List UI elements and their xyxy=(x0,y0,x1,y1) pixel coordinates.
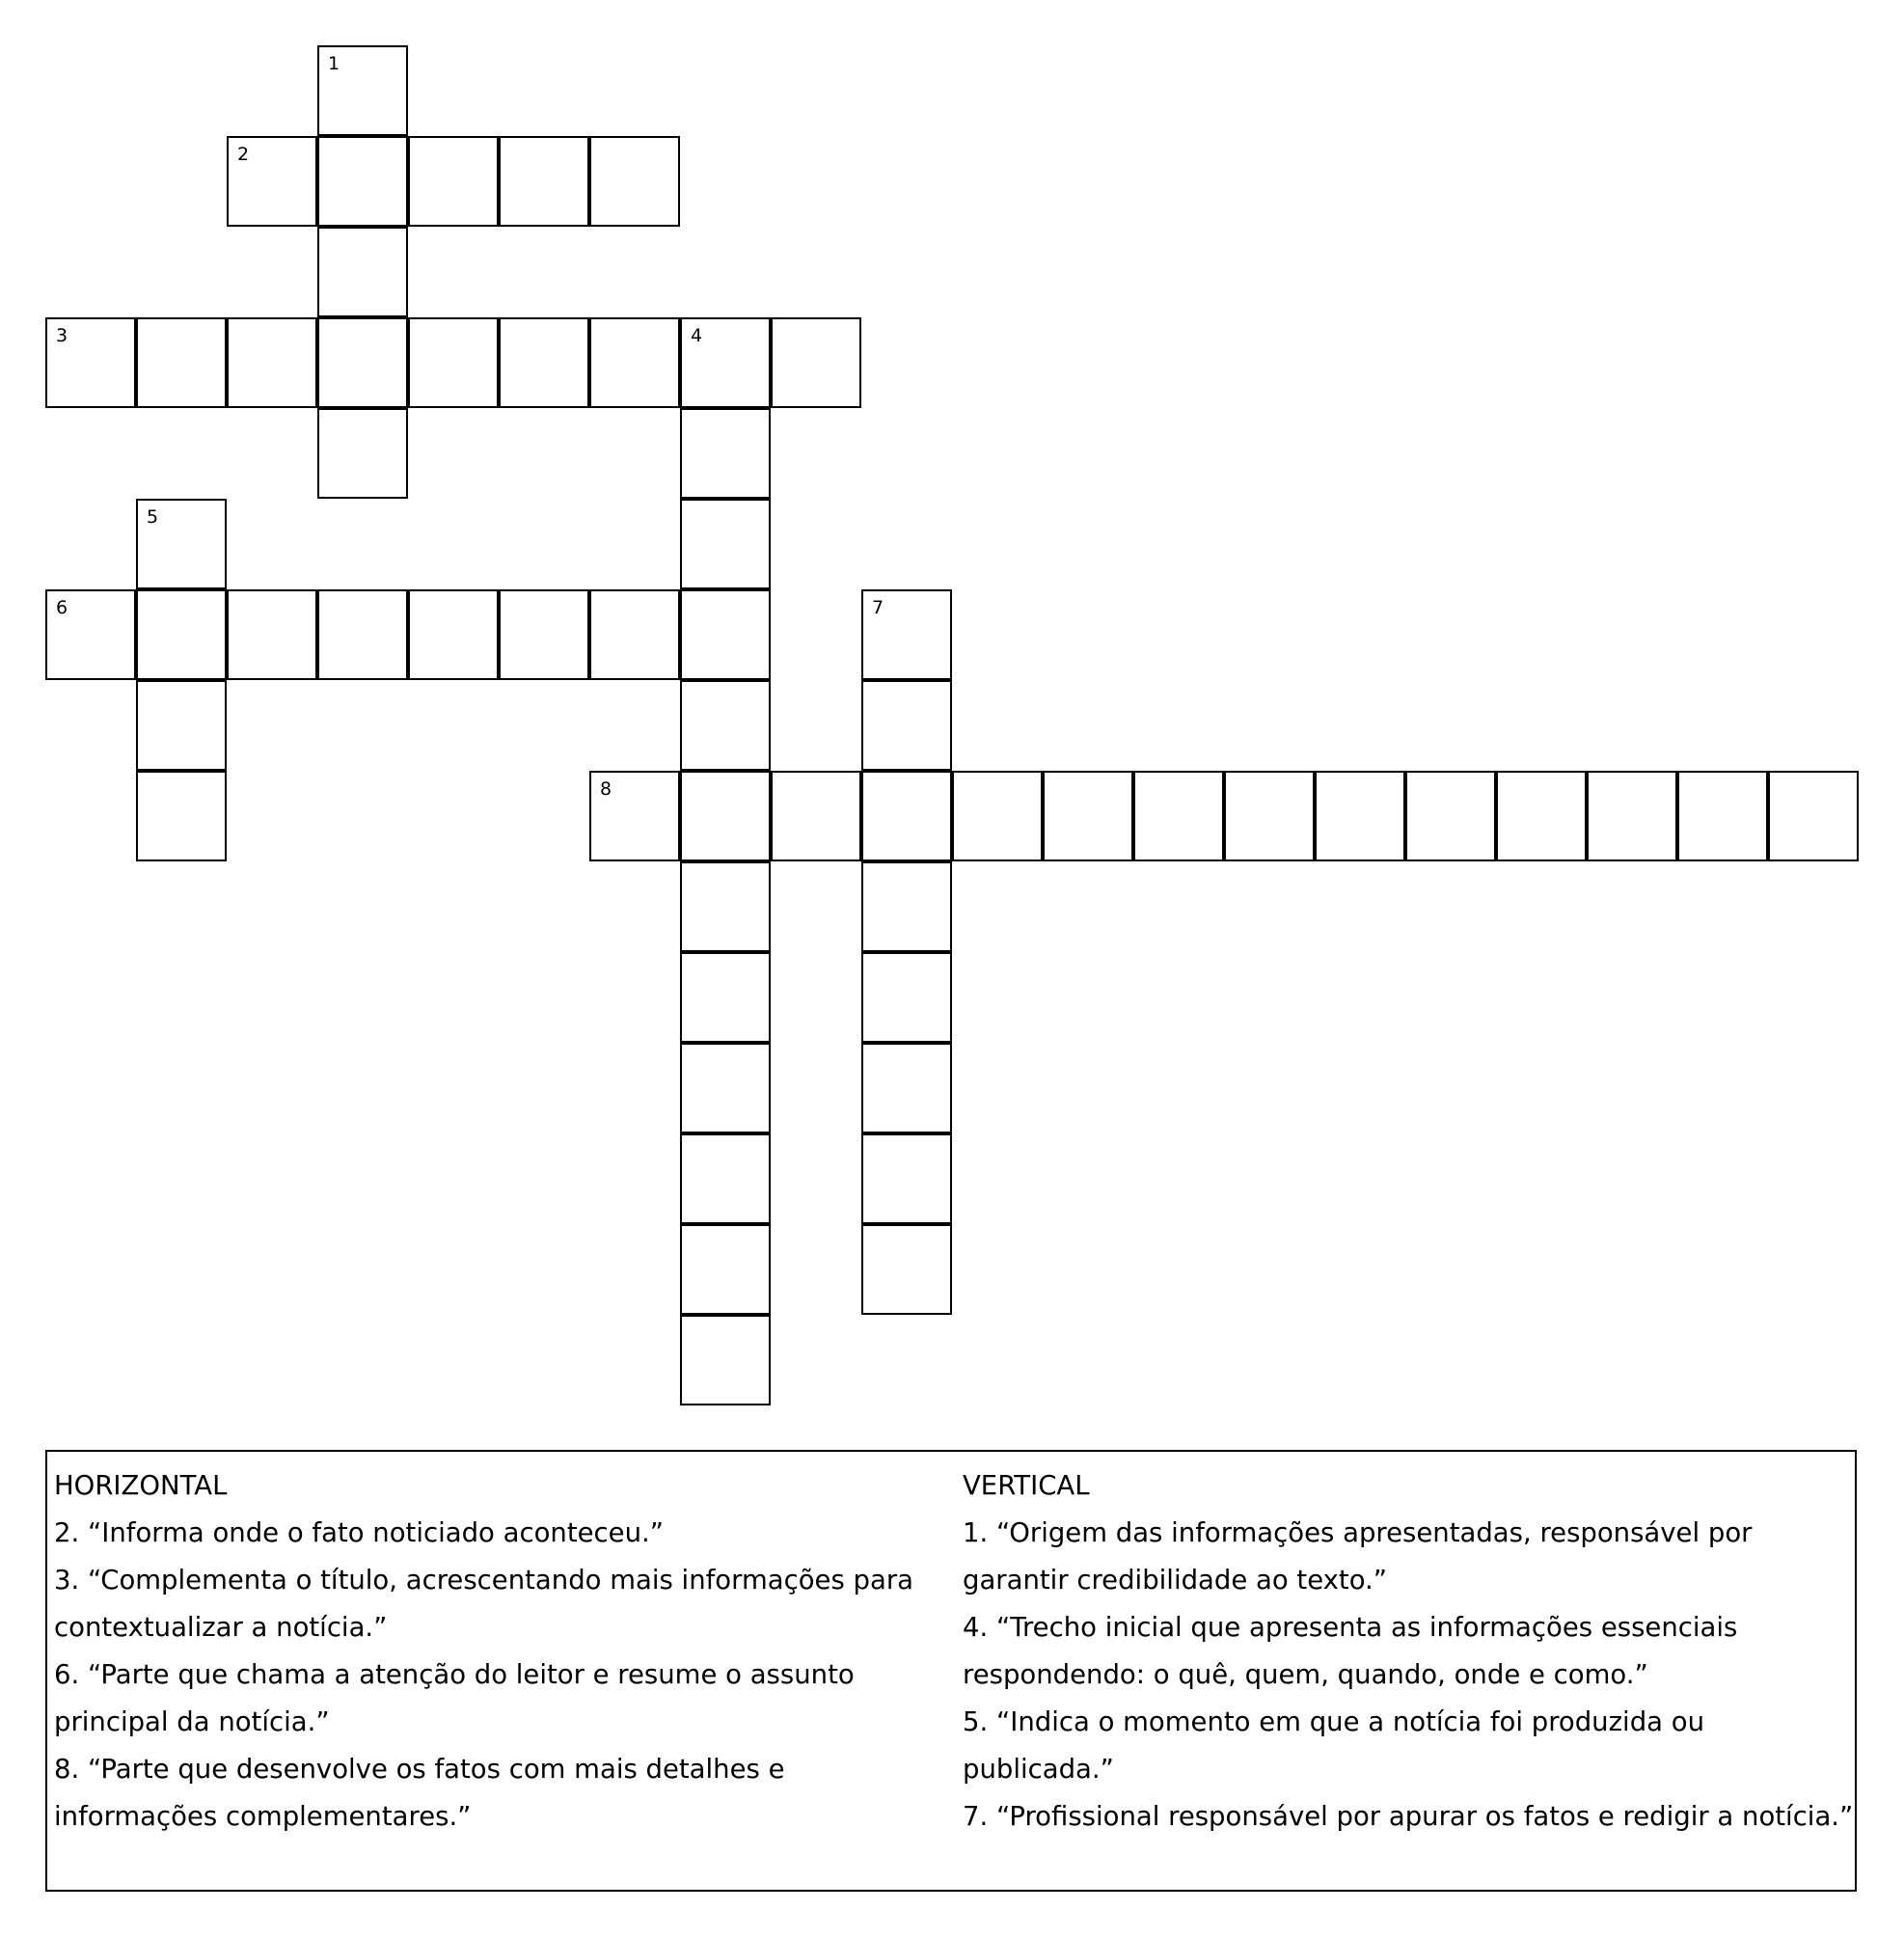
clue-number: 7 xyxy=(872,597,884,618)
clue-number: 8 xyxy=(600,778,612,800)
grid-cell[interactable] xyxy=(771,771,861,861)
grid-cell[interactable] xyxy=(227,317,317,408)
grid-cell[interactable] xyxy=(680,1043,771,1133)
grid-cell[interactable] xyxy=(1587,771,1677,861)
horizontal-clue-6: 6. “Parte que chama a atenção do leitor e resume o assunto principal da notícia.” xyxy=(54,1659,855,1737)
grid-cell[interactable] xyxy=(1496,771,1587,861)
grid-cell[interactable] xyxy=(1224,771,1315,861)
grid-cell[interactable] xyxy=(861,589,952,680)
grid-cell[interactable] xyxy=(45,589,136,680)
vertical-clue-4: 4. “Trecho inicial que apresenta as informações essenciais respondendo: o quê, quem, quando, onde e como.” xyxy=(963,1612,1738,1690)
grid-cell[interactable] xyxy=(680,1224,771,1315)
clue-number: 5 xyxy=(147,506,159,528)
grid-cell[interactable] xyxy=(227,589,317,680)
grid-cell[interactable] xyxy=(408,136,499,227)
grid-cell[interactable] xyxy=(1768,771,1859,861)
grid-cell[interactable] xyxy=(861,1043,952,1133)
vertical-clues xyxy=(963,1462,1855,1841)
grid-cell[interactable] xyxy=(589,136,680,227)
grid-cell[interactable] xyxy=(136,499,227,589)
clue-number: 3 xyxy=(56,325,68,346)
horizontal-clue-8: 8. “Parte que desenvolve os fatos com mais detalhes e informações complementares.” xyxy=(54,1754,785,1832)
grid-cell[interactable] xyxy=(771,317,861,408)
grid-cell[interactable] xyxy=(317,317,408,408)
grid-cell[interactable] xyxy=(680,408,771,499)
vertical-clue-1: 1. “Origem das informações apresentadas, responsável por garantir credibilidade ao texto.” xyxy=(963,1517,1753,1596)
grid-cell[interactable] xyxy=(317,589,408,680)
horizontal-clue-2: 2. “Informa onde o fato noticiado aconteceu.” xyxy=(54,1517,664,1548)
grid-cell[interactable] xyxy=(680,1315,771,1405)
grid-cell[interactable] xyxy=(861,861,952,952)
grid-cell[interactable] xyxy=(952,771,1043,861)
clue-number: 4 xyxy=(691,325,703,346)
grid-cell[interactable] xyxy=(589,317,680,408)
grid-cell[interactable] xyxy=(1133,771,1224,861)
grid-cell[interactable] xyxy=(499,136,589,227)
grid-cell[interactable] xyxy=(680,952,771,1043)
grid-cell[interactable] xyxy=(680,589,771,680)
grid-cell[interactable] xyxy=(861,952,952,1043)
grid-cell[interactable] xyxy=(408,589,499,680)
clue-number: 1 xyxy=(328,53,340,74)
grid-cell[interactable] xyxy=(589,771,680,861)
grid-cell[interactable] xyxy=(1677,771,1768,861)
grid-cell[interactable] xyxy=(408,317,499,408)
grid-cell[interactable] xyxy=(136,680,227,771)
clue-number: 6 xyxy=(56,597,68,618)
grid-cell[interactable] xyxy=(317,136,408,227)
grid-cell[interactable] xyxy=(499,317,589,408)
grid-cell[interactable] xyxy=(589,589,680,680)
grid-cell[interactable] xyxy=(317,45,408,136)
clues-box xyxy=(45,1450,1857,1892)
grid-cell[interactable] xyxy=(1315,771,1405,861)
grid-cell[interactable] xyxy=(680,771,771,861)
grid-cell[interactable] xyxy=(317,408,408,499)
grid-cell[interactable] xyxy=(680,680,771,771)
horizontal-clues xyxy=(54,1462,956,1841)
grid-cell[interactable] xyxy=(861,771,952,861)
grid-cell[interactable] xyxy=(861,680,952,771)
horizontal-heading: HORIZONTAL xyxy=(54,1470,228,1501)
grid-cell[interactable] xyxy=(1043,771,1133,861)
grid-cell[interactable] xyxy=(499,589,589,680)
grid-cell[interactable] xyxy=(680,1133,771,1224)
grid-cell[interactable] xyxy=(45,317,136,408)
grid-cell[interactable] xyxy=(861,1133,952,1224)
grid-cell[interactable] xyxy=(136,317,227,408)
grid-cell[interactable] xyxy=(680,861,771,952)
grid-cell[interactable] xyxy=(317,227,408,317)
grid-cell[interactable] xyxy=(136,589,227,680)
grid-cell[interactable] xyxy=(680,499,771,589)
vertical-clue-7: 7. “Profissional responsável por apurar os fatos e redigir a notícia.” xyxy=(963,1801,1854,1832)
grid-cell[interactable] xyxy=(1405,771,1496,861)
horizontal-clue-3: 3. “Complementa o título, acrescentando mais informações para contextualizar a notícia.” xyxy=(54,1565,913,1643)
grid-cell[interactable] xyxy=(861,1224,952,1315)
vertical-clue-5: 5. “Indica o momento em que a notícia foi produzida ou publicada.” xyxy=(963,1706,1704,1785)
clue-number: 2 xyxy=(237,144,250,165)
grid-cell[interactable] xyxy=(680,317,771,408)
vertical-heading: VERTICAL xyxy=(963,1470,1090,1501)
grid-cell[interactable] xyxy=(227,136,317,227)
grid-cell[interactable] xyxy=(136,771,227,861)
